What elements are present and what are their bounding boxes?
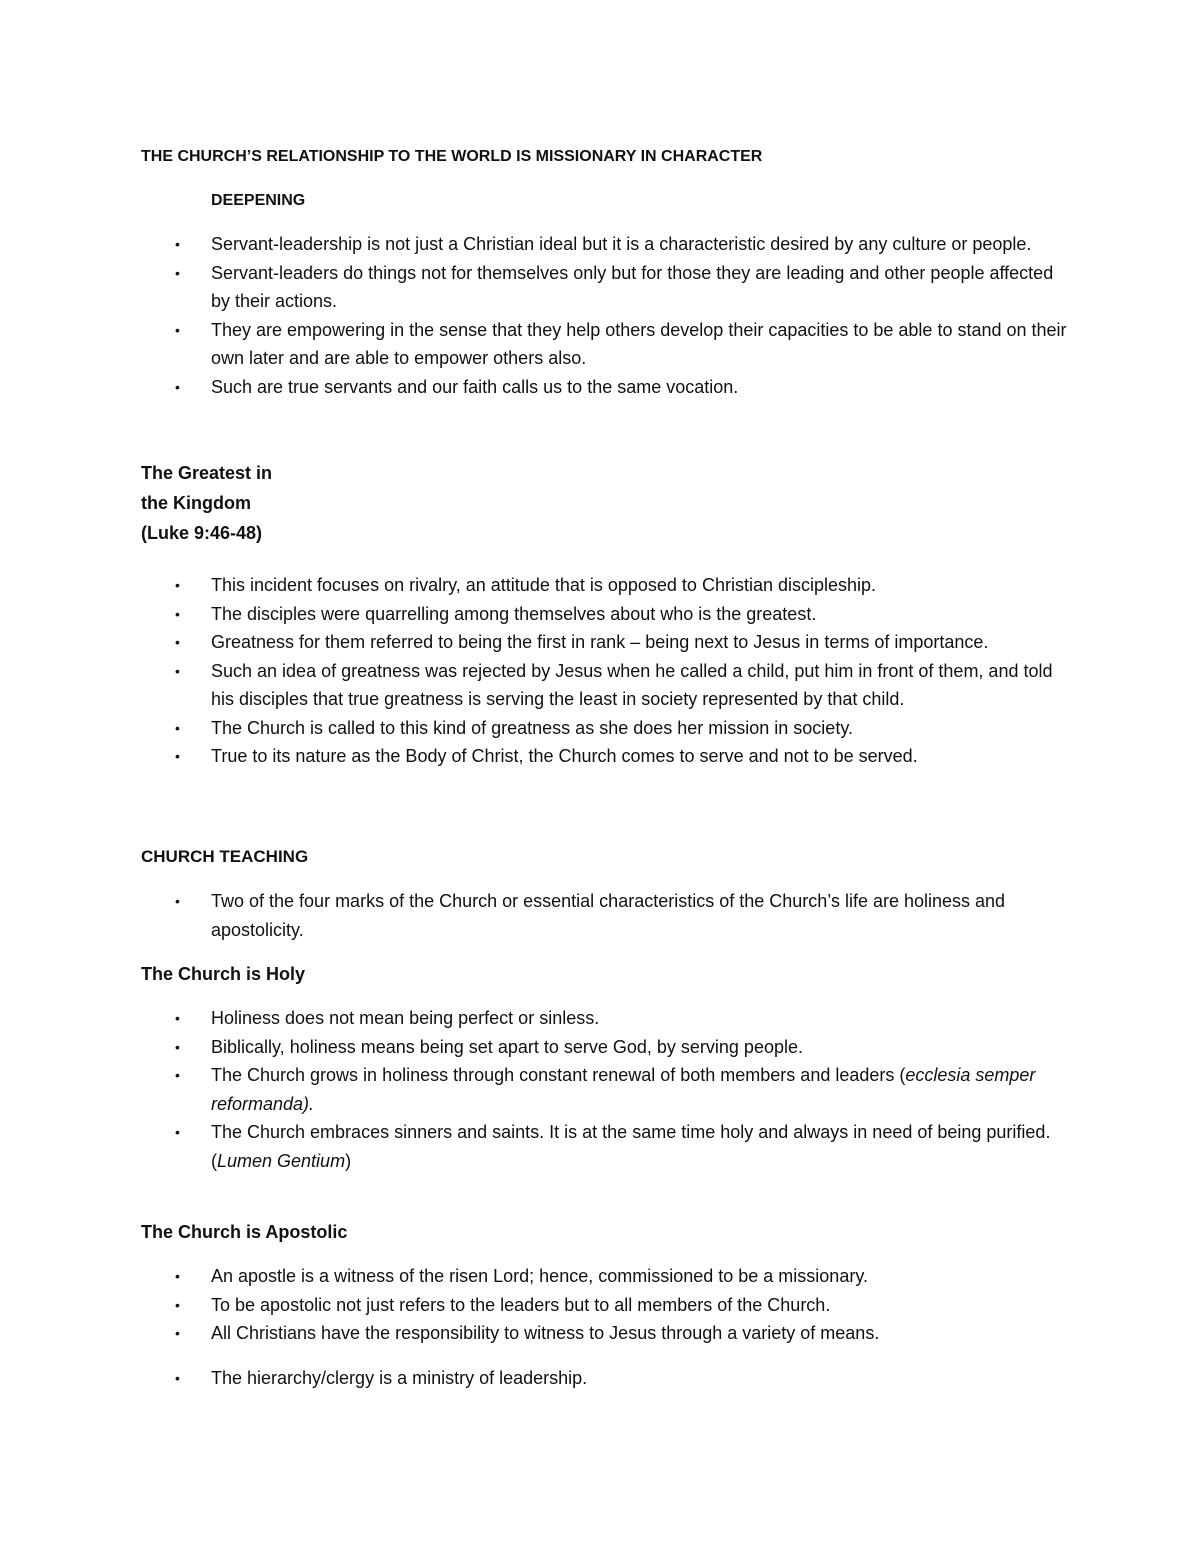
list-item: • Such are true servants and our faith calls us to the same vocation. [211,373,1071,402]
bullet-text: The Church grows in holiness through constant renewal of both members and leaders ( [211,1065,906,1085]
deepening-heading: DEEPENING [211,192,306,209]
greatest-heading [141,458,1061,548]
latin-phrase: ecclesia semper reformanda). [211,1065,1036,1114]
holy-heading: The Church is Holy [141,964,306,984]
bullet-end: ) [345,1150,352,1171]
list-item: • Servant-leadership is not just a Christian ideal but it is a characteristic desired by any culture or people. [211,230,1071,259]
church-teaching-heading: CHURCH TEACHING [141,847,309,866]
list-item: • True to its nature as the Body of Christ, the Church comes to serve and not to be served. [211,742,1071,771]
bullet-text: The Church embraces sinners and saints. It is at the same time holy and always in need of being purified. ( [211,1122,1051,1171]
list-item [211,1061,1071,1118]
heading-line: (Luke 9:46-48) [141,523,263,543]
list-item [211,1118,1071,1175]
apostolic-heading: The Church is Apostolic [141,1222,348,1242]
list-item: • Biblically, holiness means being set apart to serve God, by serving people. [211,1033,1071,1062]
list-item: • Holiness does not mean being perfect or sinless. [211,1004,1071,1033]
holy-list [211,1004,1071,1175]
list-item: • Such an idea of greatness was rejected by Jesus when he called a child, put him in front of them, and told his disciples that true greatness is serving the least in society represented by that child. [211,657,1071,714]
apostolic-list [211,1262,1071,1348]
list-item: • Servant-leaders do things not for themselves only but for those they are leading and other people affected by their actions. [211,259,1071,316]
list-item: • Two of the four marks of the Church or essential characteristics of the Church’s life are holiness and apostolicity. [211,887,1071,944]
list-item: • An apostle is a witness of the risen Lord; hence, commissioned to be a missionary. [211,1262,1071,1291]
apostolic-last-list [211,1364,1071,1393]
list-item: • Greatness for them referred to being the first in rank – being next to Jesus in terms of importance. [211,628,1071,657]
list-item: • To be apostolic not just refers to the leaders but to all members of the Church. [211,1291,1071,1320]
page-title: THE CHURCH’S RELATIONSHIP TO THE WORLD IS MISSIONARY IN CHARACTER [141,148,763,165]
deepening-list [211,230,1071,401]
greatest-list [211,571,1071,771]
list-item: • The disciples were quarrelling among themselves about who is the greatest. [211,600,1071,629]
church-teaching-list [211,887,1071,944]
heading-line: The Greatest in [141,463,273,483]
document-title: Lumen Gentium [217,1150,346,1171]
list-item: • All Christians have the responsibility to witness to Jesus through a variety of means. [211,1319,1071,1348]
list-item: • The hierarchy/clergy is a ministry of leadership. [211,1364,1071,1393]
heading-line: the Kingdom [141,493,251,513]
list-item: • They are empowering in the sense that they help others develop their capacities to be able to stand on their own later and are able to empower others also. [211,316,1071,373]
list-item: • This incident focuses on rivalry, an attitude that is opposed to Christian discipleship. [211,571,1071,600]
list-item: • The Church is called to this kind of greatness as she does her mission in society. [211,714,1071,743]
